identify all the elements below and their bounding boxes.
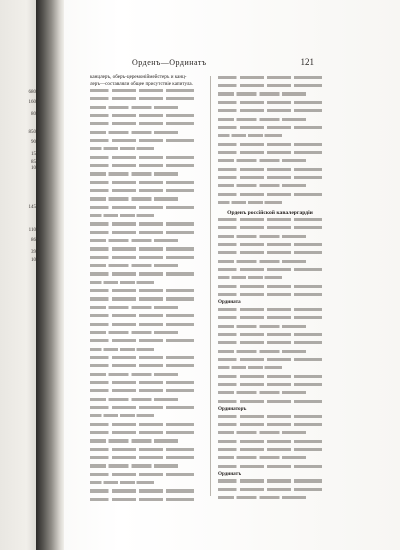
left-page-number-fragment: 10: [31, 258, 36, 263]
illegible-text-line: [218, 143, 322, 150]
illegible-text-line: [218, 415, 322, 422]
illegible-text-line: [218, 176, 322, 183]
illegible-text-line: [90, 89, 194, 96]
illegible-text-line: [218, 341, 322, 348]
running-head-title: Орденъ—Ординатъ: [132, 58, 207, 67]
illegible-text-line: [90, 106, 194, 113]
illegible-text-line: [218, 134, 322, 141]
illegible-text-line: [90, 214, 194, 221]
entry-heading: Орденъ россійской кавалергардіи: [227, 209, 313, 216]
left-page-number-fragment: 39: [31, 250, 36, 255]
entry-term: Ордината: [218, 299, 241, 306]
illegible-text-line: [90, 398, 194, 405]
illegible-text-line: [218, 308, 322, 315]
illegible-text-line: [218, 423, 322, 430]
illegible-text-line: [90, 197, 194, 204]
illegible-text-line: [90, 481, 194, 488]
illegible-text-line: [90, 181, 194, 188]
illegible-text-line: [218, 448, 322, 455]
illegible-text-line: [90, 381, 194, 388]
page-number: 121: [300, 57, 314, 67]
illegible-text-line: [90, 189, 194, 196]
illegible-text-line: [90, 256, 194, 263]
illegible-text-line: [90, 431, 194, 438]
illegible-text-line: [90, 356, 194, 363]
illegible-text-line: [90, 164, 194, 171]
illegible-text-line: [218, 285, 322, 292]
illegible-text-line: [218, 251, 322, 258]
illegible-text-line: [218, 126, 322, 133]
entry-term: Ординаторъ: [218, 406, 247, 413]
illegible-text-line: [218, 325, 322, 332]
illegible-text-line: [90, 439, 194, 446]
left-page-number-fragment: 160: [28, 100, 36, 105]
illegible-text-line: [218, 218, 322, 225]
illegible-text-line: [90, 231, 194, 238]
illegible-text-line: [218, 84, 322, 91]
left-page-edge: [0, 0, 38, 550]
illegible-text-line: [218, 193, 322, 200]
illegible-text-line: [218, 375, 322, 382]
illegible-text-line: [90, 364, 194, 371]
running-head: [80, 58, 318, 70]
illegible-text-line: [218, 101, 322, 108]
illegible-text-line: [218, 260, 322, 267]
illegible-text-line: [90, 297, 194, 304]
illegible-text-line: [90, 306, 194, 313]
illegible-text-line: [90, 172, 194, 179]
illegible-text-line: [90, 114, 194, 121]
illegible-text-line: [90, 423, 194, 430]
illegible-text-line: [218, 456, 322, 463]
left-page-number-fragment: 15: [31, 152, 36, 157]
illegible-text-line: [218, 151, 322, 158]
left-page-number-fragment: 86: [31, 238, 36, 243]
illegible-text-line: [90, 373, 194, 380]
illegible-text-line: [90, 147, 194, 154]
illegible-text-line: [90, 406, 194, 413]
illegible-text-line: [90, 239, 194, 246]
illegible-text-line: [90, 331, 194, 338]
left-page-number-fragment: 90: [31, 140, 36, 145]
illegible-text-line: [90, 339, 194, 346]
entry-term: Ординатъ: [218, 471, 242, 478]
illegible-text-line: [218, 333, 322, 340]
illegible-text-line: [90, 473, 194, 480]
illegible-text-line: [90, 122, 194, 129]
entry-line: [218, 406, 322, 413]
text-line: канцлеръ, оберъ-церемоніймейстеръ и канц-: [90, 74, 187, 80]
left-page-number-fragment: 80: [31, 112, 36, 117]
illegible-text-line: [90, 264, 194, 271]
illegible-text-line: [218, 488, 322, 495]
illegible-text-line: [90, 97, 194, 104]
entry-line: [218, 299, 322, 306]
illegible-text-line: [218, 118, 322, 125]
right-column: [218, 74, 322, 504]
illegible-text-line: [218, 159, 322, 166]
illegible-text-line: [218, 366, 322, 373]
entry-line: [218, 471, 322, 478]
illegible-text-line: [218, 243, 322, 250]
illegible-text-line: [218, 201, 322, 208]
illegible-text-line: [218, 391, 322, 398]
text-line: леръ—составляли общее присутствіе капитула.: [90, 80, 193, 87]
illegible-text-line: [218, 358, 322, 365]
illegible-text-line: [218, 276, 322, 283]
illegible-text-line: [90, 348, 194, 355]
left-page-number-fragment: 110: [28, 228, 36, 233]
illegible-text-line: [90, 247, 194, 254]
illegible-text-line: [218, 226, 322, 233]
illegible-text-line: [218, 440, 322, 447]
illegible-text-line: [90, 314, 194, 321]
illegible-text-line: [218, 431, 322, 438]
illegible-text-line: [90, 139, 194, 146]
book-gutter: [36, 0, 64, 550]
left-page-number-fragment: 145: [28, 205, 36, 210]
illegible-text-line: [90, 272, 194, 279]
illegible-text-line: [218, 235, 322, 242]
illegible-text-line: [90, 498, 194, 504]
illegible-text-line: [90, 222, 194, 229]
illegible-text-line: [218, 479, 322, 486]
illegible-text-line: [218, 76, 322, 83]
illegible-text-line: [90, 456, 194, 463]
left-page-number-fragment: 85: [31, 160, 36, 165]
illegible-text-line: [218, 109, 322, 116]
illegible-text-line: [218, 184, 322, 191]
left-page-number-fragment: 10: [31, 166, 36, 171]
illegible-text-line: [90, 289, 194, 296]
illegible-text-line: [90, 281, 194, 288]
illegible-text-line: [218, 496, 322, 503]
illegible-text-line: [90, 448, 194, 455]
column-divider: [210, 76, 211, 496]
illegible-text-line: [218, 383, 322, 390]
illegible-text-line: [218, 92, 322, 99]
illegible-text-line: [90, 206, 194, 213]
left-page-number-fragment: 680: [28, 90, 36, 95]
illegible-text-line: [90, 464, 194, 471]
illegible-text-line: [90, 489, 194, 496]
illegible-text-line: [218, 168, 322, 175]
illegible-text-line: [90, 414, 194, 421]
illegible-text-line: [90, 389, 194, 396]
illegible-text-line: [90, 131, 194, 138]
illegible-text-line: [218, 316, 322, 323]
illegible-text-line: [218, 268, 322, 275]
illegible-text-line: [218, 350, 322, 357]
illegible-text-line: [90, 323, 194, 330]
left-column: [90, 74, 194, 504]
left-page-number-fragment: 850: [28, 130, 36, 135]
illegible-text-line: [90, 156, 194, 163]
